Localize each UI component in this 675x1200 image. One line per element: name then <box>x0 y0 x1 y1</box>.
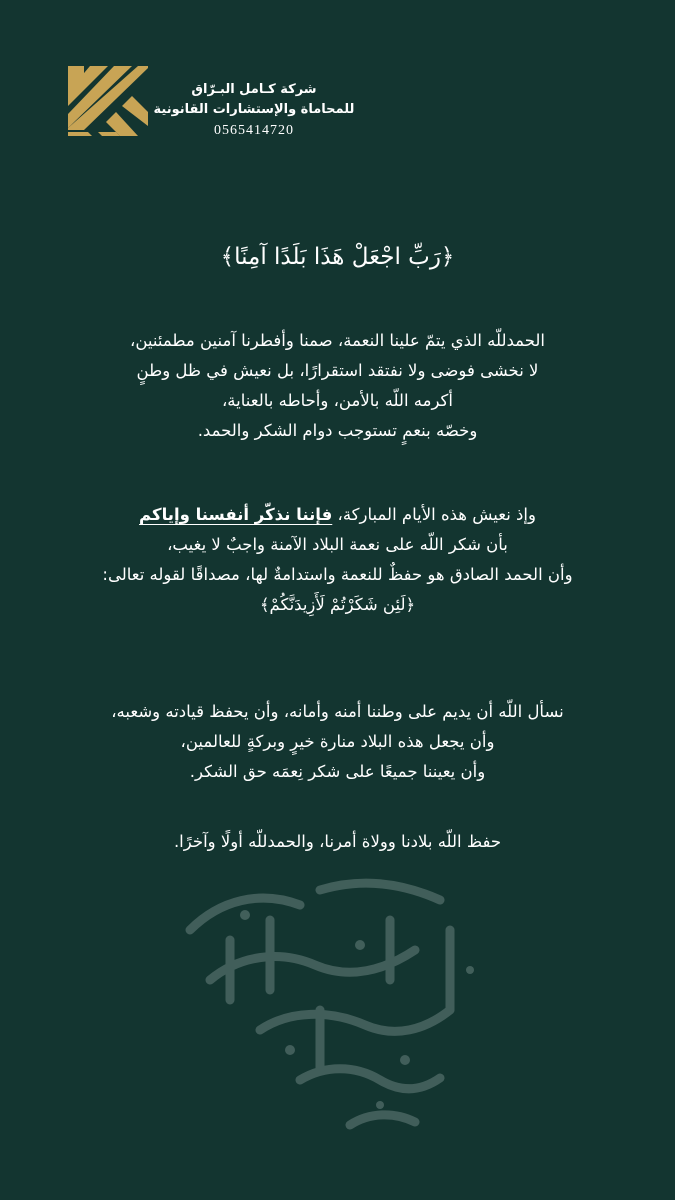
closing-line: حفظ اللّه بلادنا وولاة أمرنا، والحمدللّه أولًا وآخرًا. <box>173 832 502 851</box>
paragraph-line: أكرمه اللّه بالأمن، وأحاطه بالعناية، <box>221 391 454 410</box>
quran-verse: ﴿رَبِّ اجْعَلْ هَذَا بَلَدًا آمِنًا﴾ <box>220 244 455 270</box>
company-subtitle: للمحاماة والإستشارات القانونية <box>153 102 355 117</box>
paragraph-line: بأن شكر اللّه على نعمة البلاد الآمنة واجبٌ لا يغيب، <box>167 535 508 554</box>
ayah-quote: ﴿لَئِن شَكَرْتُمْ لَأَزِيدَنَّكُمْ﴾ <box>259 595 416 614</box>
paragraph-line: وأن يجعل هذه البلاد منارة خيرٍ وبركةٍ للعالمين، <box>180 732 495 751</box>
paragraph-line: نسأل اللّه أن يديم على وطننا أمنه وأمانه، وأن يحفظ قيادته وشعبه، <box>111 702 564 721</box>
paragraph-line: وخصّه بنعمٍ تستوجب دوام الشكر والحمد. <box>197 421 478 440</box>
company-info <box>148 80 360 142</box>
paragraph-line: الحمدللّه الذي يتمّ علينا النعمة، صمنا وأفطرنا آمنين مطمئنين، <box>130 331 545 350</box>
saudi-calligraphy-emblem <box>150 860 520 1160</box>
company-logo <box>64 66 148 136</box>
paragraph-line: لا نخشى فوضى ولا نفتقد استقرارًا، بل نعيش في ظل وطنٍ <box>136 361 539 380</box>
paragraph-prayer <box>30 697 645 787</box>
company-name: شركة كـامل البـرّاق <box>191 82 317 97</box>
paragraph-reminder <box>30 500 645 620</box>
reminder-prefix: وإذ نعيش هذه الأيام المباركة، <box>337 505 536 524</box>
paragraph-line: وأن الحمد الصادق هو حفظٌ للنعمة واستدامةٌ لها، مصداقًا لقوله تعالى: <box>102 565 573 584</box>
reminder-emphasis: فإننا نذكّر أنفسنا وإياكم <box>139 505 333 524</box>
paragraph-line <box>30 500 645 530</box>
company-header <box>64 62 355 152</box>
paragraph-praise <box>30 326 645 446</box>
company-phone: 0565414720 <box>214 123 294 138</box>
paragraph-line: وأن يعيننا جميعًا على شكر نِعمَه حق الشكر. <box>189 762 486 781</box>
